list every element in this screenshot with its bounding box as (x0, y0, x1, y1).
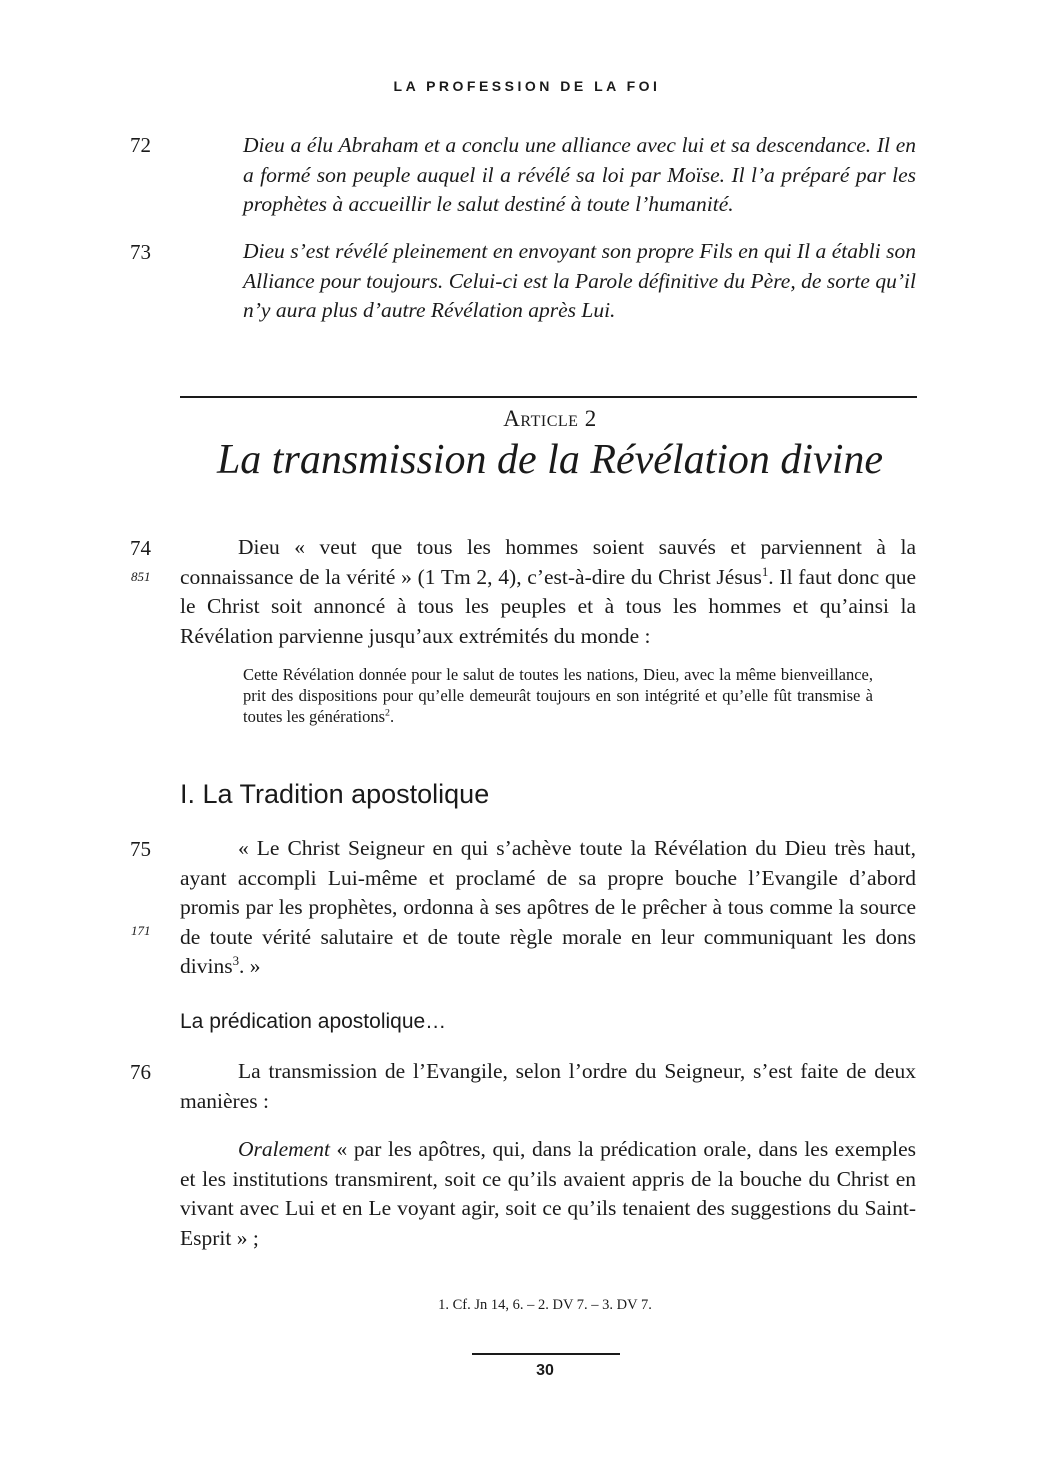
paragraph-number-76: 76 (130, 1060, 151, 1084)
quote-block: Cette Révélation donnée pour le salut de toutes les nations, Dieu, avec la même bienveillance, prit des dispositions pour qu’elle demeurât toujours en son intégrité et qu’elle fût transmise à toutes les générations$^2$. (243, 665, 873, 726)
footnote-ref-2: 2 (385, 707, 390, 719)
article-title: La transmission de la Révélation divine (216, 437, 884, 483)
paragraph-number-73: 73 (130, 240, 151, 264)
article-label: Article 2 (503, 406, 597, 431)
paragraph-number-72: 72 (130, 133, 151, 157)
oral-label: Oralement (238, 1137, 330, 1161)
subsection-title: La prédication apostolique… (180, 1010, 447, 1033)
paragraph-72: Dieu a élu Abraham et a conclu une alliance avec lui et sa descendance. Il en a formé son peuple auquel il a révélé sa loi par Moïse. Il l’a préparé par les prophètes à accueillir le salut destiné à toute l’humanité. (243, 133, 916, 216)
margin-ref-851: 851 (131, 569, 151, 584)
paragraph-75: « Le Christ Seigneur en qui s’achève toute la Révélation du Dieu très haut, ayant accompli Lui-même et proclamé de sa propre bouche l’Evangile d’abord promis par les prophètes, ordonna à ses apôtres de le prêcher à tous comme la source de toute vérité salutaire et de toute règle morale en leur communiquant les dons divins$^3$. » (180, 836, 916, 978)
paragraph-number-74: 74 (130, 536, 151, 560)
footnote-ref-3: 3 (232, 953, 240, 968)
footnote-ref-1: 1 (761, 564, 769, 579)
running-header: LA PROFESSION DE LA FOI (393, 78, 661, 94)
paragraph-76: La transmission de l’Evangile, selon l’ordre du Seigneur, s’est faite de deux manières : (180, 1059, 916, 1113)
paragraph-73: Dieu s’est révélé pleinement en envoyant son propre Fils en qui Il a établi son Alliance pour toujours. Celui-ci est la Parole définitive du Père, de sorte qu’il n’y aura plus d’autre Révélation après Lui. (243, 239, 916, 322)
section-title: I. La Tradition apostolique (180, 779, 490, 809)
paragraph-76-oral: Oralement « par les apôtres, qui, dans la prédication orale, dans les exemples et les institutions transmirent, soit ce qu’ils avaient appris de la bouche du Christ en vivant avec Lui et en Le voyant agir, soit ce qu’ils tenaient des suggestions du Saint-Esprit » ; (180, 1137, 916, 1250)
page-number: 30 (536, 1362, 554, 1379)
article-divider (180, 396, 917, 398)
footnotes: 1. Cf. Jn 14, 6. – 2. DV 7. – 3. DV 7. (438, 1297, 652, 1313)
margin-ref-171: 171 (131, 923, 151, 938)
paragraph-number-75: 75 (130, 837, 151, 861)
paragraph-74: Dieu « veut que tous les hommes soient sauvés et parviennent à la connaissance de la vérité » (1 Tm 2, 4), c’est-à-dire du Christ Jésus$^1$. Il faut donc que le Christ soit annoncé à tous les peuples et à tous les hommes et qu’ainsi la Révélation parvienne jusqu’aux extrémités du monde : (180, 535, 916, 648)
page-number-rule (472, 1353, 620, 1355)
